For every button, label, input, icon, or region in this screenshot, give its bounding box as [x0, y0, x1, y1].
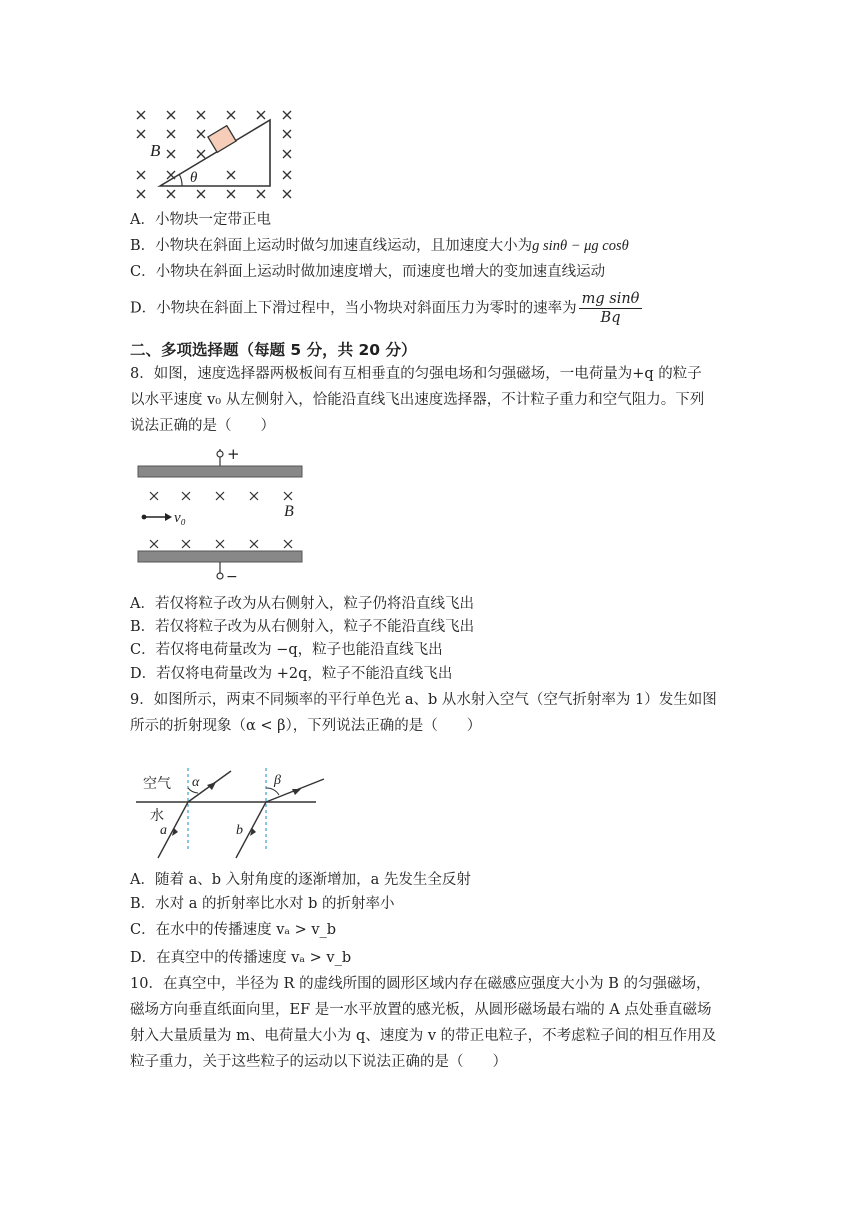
plus-sign: +	[227, 445, 240, 463]
q7-option-d: D．小物块在斜面上下滑过程中，当小物块对斜面压力为零时的速率为 $\frac{\text{mg sinθ}}{Bq}$	[130, 290, 642, 327]
top-plate	[138, 466, 302, 477]
q9-option-b: B．水对 a 的折射率比水对 b 的折射率小	[130, 896, 395, 912]
q9-line-2: 所示的折射现象（α < β），下列说法正确的是（ ）	[130, 718, 482, 734]
beta-label: β	[274, 773, 281, 788]
q8-option-a: A．若仅将粒子改为从右侧射入，粒子仍将沿直线飞出	[130, 596, 474, 612]
q8-option-b: B．若仅将粒子改为从右侧射入，粒子不能沿直线飞出	[130, 619, 475, 635]
angle-arc	[179, 174, 182, 186]
alpha-label: α	[192, 775, 200, 790]
q9-option-c: C．在水中的传播速度 vₐ > v_b	[130, 922, 337, 938]
velocity-selector-figure	[136, 445, 306, 585]
section-title: 二、多项选择题（每题 5 分，共 20 分）	[130, 341, 417, 359]
q9-line-1: 9．如图所示，两束不同频率的平行单色光 a、b 从水射入空气（空气折射率为 1）发生如图	[130, 692, 717, 708]
refraction-figure	[136, 768, 336, 863]
q9-option-d: D．在真空中的传播速度 vₐ > v_b	[130, 950, 352, 966]
angle-label: θ	[190, 170, 198, 186]
q7-option-d-fraction: $\frac{\text{mg sinθ}}{Bq}$	[579, 290, 643, 327]
incline-figure	[130, 104, 300, 204]
negative-terminal	[217, 573, 223, 579]
q7-option-b: B．小物块在斜面上运动时做匀加速直线运动，且加速度大小为g sinθ − μg cosθ	[130, 238, 629, 254]
field-label-b: B	[150, 141, 161, 160]
ray-b-label: b	[236, 823, 243, 838]
q10-line-4: 粒子重力，关于这些粒子的运动以下说法正确的是（ ）	[130, 1054, 507, 1070]
q8-option-d: D．若仅将电荷量改为 +2q，粒子不能沿直线飞出	[130, 666, 453, 682]
field-label-b: B	[284, 503, 294, 520]
air-label: 空气	[143, 776, 171, 792]
q7-option-a: A．小物块一定带正电	[130, 212, 271, 228]
q9-option-a: A．随着 a、b 入射角度的逐渐增加，a 先发生全反射	[130, 872, 471, 888]
q10-line-2: 磁场方向垂直纸面向里，EF 是一水平放置的感光板，从圆形磁场最右端的 A 点处垂直磁场	[130, 1002, 712, 1018]
q8-option-c: C．若仅将电荷量改为 −q，粒子也能沿直线飞出	[130, 642, 443, 658]
water-label: 水	[150, 808, 164, 824]
q10-line-1: 10．在真空中，半径为 R 的虚线所围的圆形区域内存在磁感应强度大小为 B 的匀强磁场，	[130, 976, 711, 992]
minus-sign: −	[226, 569, 238, 585]
q7-option-b-formula: g sinθ − μg cosθ	[532, 238, 629, 254]
q8-line-3: 说法正确的是（ ）	[130, 418, 275, 434]
selector-x-marks	[150, 492, 292, 548]
velocity-label: v₀	[174, 510, 186, 526]
bottom-plate	[138, 551, 302, 562]
sliding-block	[208, 126, 236, 153]
ray-a-label: a	[160, 823, 167, 838]
q8-line-2: 以水平速度 v₀ 从左侧射入，恰能沿直线飞出速度选择器，不计粒子重力和空气阻力。下列	[130, 392, 705, 408]
positive-terminal	[217, 451, 223, 457]
incline-triangle	[160, 120, 270, 186]
q10-line-3: 射入大量质量为 m、电荷量大小为 q、速度为 v 的带正电粒子，不考虑粒子间的相互作用及	[130, 1028, 717, 1044]
q8-line-1: 8．如图，速度选择器两极板间有互相垂直的匀强电场和匀强磁场，一电荷量为+q 的粒子	[130, 366, 702, 382]
q7-option-c: C．小物块在斜面上运动时做加速度增大，而速度也增大的变加速直线运动	[130, 264, 606, 280]
